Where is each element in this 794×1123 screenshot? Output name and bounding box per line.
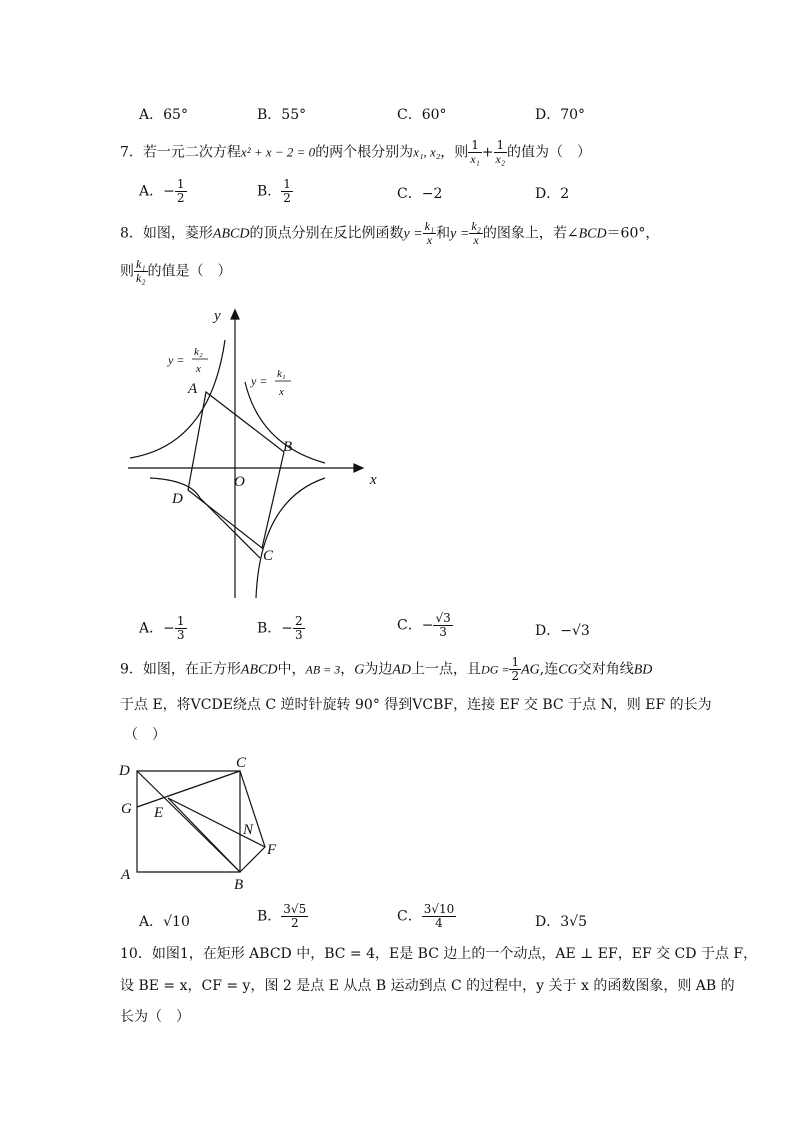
label-axis-x: x bbox=[370, 472, 377, 488]
q6-option-c[interactable]: C．60° bbox=[397, 107, 447, 123]
label-b: B bbox=[283, 439, 293, 455]
q8-stem-line2: 则 $\frac{\text{k₁}}{\text{k₂}}$ 的值是（ ） bbox=[120, 257, 232, 286]
x-axis-arrow-icon bbox=[354, 464, 363, 472]
q10-stem-line1: 10．如图1，在矩形 ABCD 中，BC = 4，E是 BC 边上的一个动点，AE ⊥ EF，EF 交 CD 于点 F， bbox=[120, 946, 758, 962]
curve-k1-label-den: x bbox=[279, 386, 284, 398]
curve-k2-branch-lower-left bbox=[150, 478, 260, 558]
q8-stem-line1: 8．如图，菱形ABCD的顶点分别在反比例函数y = $\frac{\text{k₁}}{x}$ 和y = $\frac{\text{k₂}}{x}$ 的图象上，若∠BCD＝60°， bbox=[120, 219, 660, 248]
label-a: A bbox=[188, 381, 198, 397]
curve-k2-label-num: k₂ bbox=[194, 346, 203, 358]
q9-stem-line3: （ ） bbox=[124, 727, 166, 743]
q10-stem-line3: 长为（ ） bbox=[120, 1009, 190, 1025]
label-g: G bbox=[121, 801, 132, 817]
q9-stem-line1: 9．如图，在正方形ABCD中，AB = 3，G为边AD上一点，且DG = $\frac{1}{2}$ AG,连CG交对角线BD bbox=[120, 655, 653, 684]
q6-option-a[interactable]: A．65° bbox=[139, 107, 188, 123]
q9-option-c[interactable]: C． $\frac{3√10}{4}$ bbox=[397, 902, 455, 931]
q8-figure bbox=[120, 300, 380, 605]
y-axis-arrow-icon bbox=[231, 310, 239, 319]
q8-option-a[interactable]: A．− $\frac{1}{3}$ bbox=[139, 614, 185, 643]
label-n: N bbox=[243, 822, 254, 838]
q9-option-b[interactable]: B． $\frac{3√5}{2}$ bbox=[257, 902, 307, 931]
curve-k1-branch-lower bbox=[256, 478, 325, 598]
q6-option-d[interactable]: D．70° bbox=[535, 107, 586, 123]
q8-option-c[interactable]: C．− $\frac{√3}{3}$ bbox=[397, 611, 451, 640]
q7-fraction-2: $\frac{1}{\text{x₂}}$ bbox=[495, 138, 506, 167]
q7-option-c[interactable]: C．−2 bbox=[397, 186, 443, 202]
segment-cg bbox=[137, 771, 240, 807]
q9-figure bbox=[115, 755, 295, 895]
label-axis-y: y bbox=[214, 308, 221, 324]
curve-k2-label-lhs: y = bbox=[168, 353, 185, 367]
q7-option-a[interactable]: A．− $\frac{1}{2}$ bbox=[139, 177, 185, 206]
label-f: F bbox=[267, 842, 277, 858]
label-e: E bbox=[154, 805, 164, 821]
label-d: D bbox=[172, 491, 183, 507]
q8-option-b[interactable]: B．− $\frac{2}{3}$ bbox=[257, 614, 303, 643]
rhombus-abcd bbox=[188, 392, 284, 548]
curve-k1-label-lhs: y = bbox=[251, 374, 268, 388]
label-c: C bbox=[236, 755, 247, 771]
label-d: D bbox=[119, 763, 130, 779]
q7-option-d[interactable]: D．2 bbox=[535, 186, 570, 202]
q7-fraction-1: $\frac{1}{\text{x₁}}$ bbox=[470, 138, 480, 167]
label-origin: O bbox=[234, 474, 245, 490]
label-a: A bbox=[121, 867, 131, 883]
q9-stem-line2: 于点 E，将VCDE绕点 C 逆时针旋转 90° 得到VCBF，连接 EF 交 BC 于点 N，则 EF 的长为 bbox=[120, 697, 712, 713]
curve-k1-label-num: k₁ bbox=[277, 368, 286, 380]
q7-stem: 7．若一元二次方程x² + x − 2 = 0的两个根分别为x₁, x₂，则 $\frac{1}{\text{x₁}}$ + $\frac{1}{\text{x₂}}$ 的值为（ ） bbox=[120, 138, 592, 167]
q10-stem-line2: 设 BE = x，CF = y，图 2 是点 E 从点 B 运动到点 C 的过程中，y 关于 x 的函数图象，则 AB 的 bbox=[120, 978, 735, 994]
label-c: C bbox=[263, 548, 274, 564]
label-b: B bbox=[234, 877, 244, 893]
q8-option-d[interactable]: D．−√3 bbox=[535, 623, 590, 639]
q9-option-d[interactable]: D．3√5 bbox=[535, 914, 587, 930]
q7-option-b[interactable]: B． $\frac{1}{2}$ bbox=[257, 177, 291, 206]
curve-k2-label-den: x bbox=[196, 363, 201, 375]
segment-eb bbox=[168, 798, 240, 872]
q6-option-b[interactable]: B．55° bbox=[257, 107, 307, 123]
q9-option-a[interactable]: A．√10 bbox=[139, 914, 190, 930]
